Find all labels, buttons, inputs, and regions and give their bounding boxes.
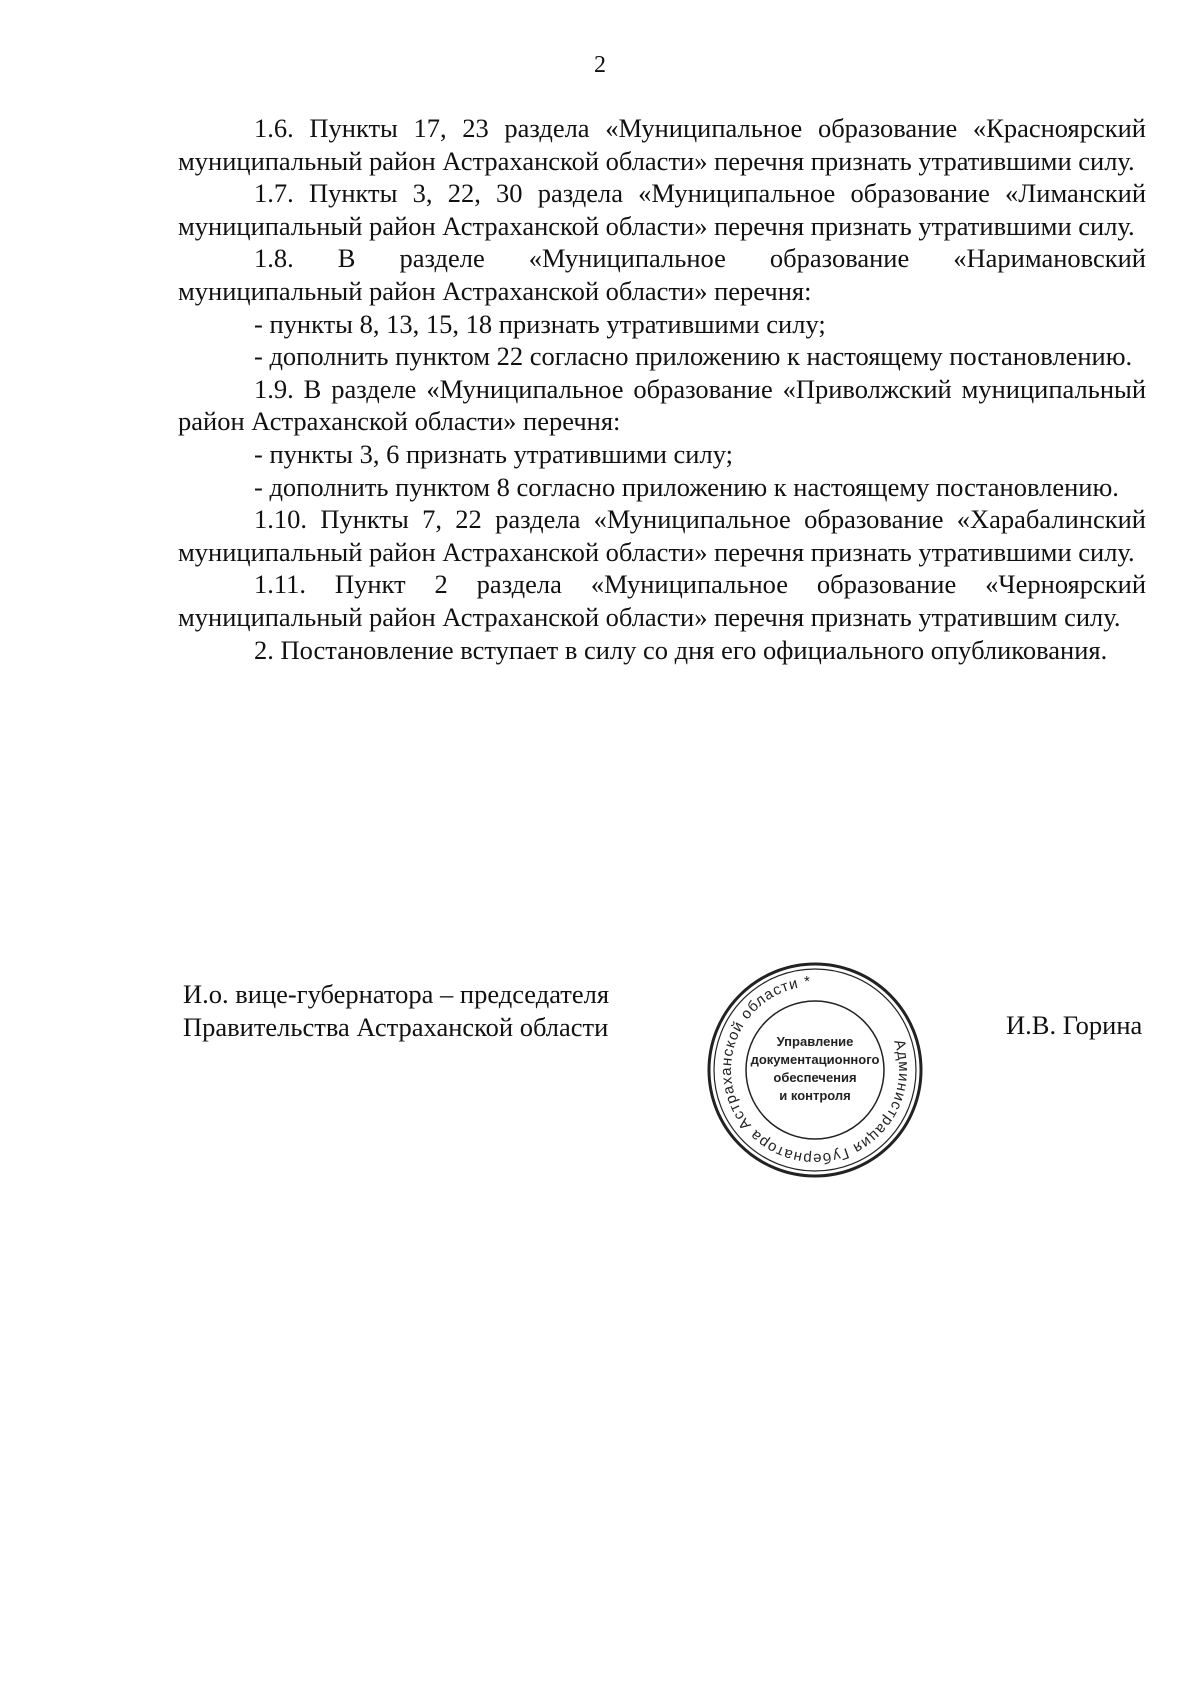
paragraph-1-10: 1.10. Пункты 7, 22 раздела «Муниципальное образование «Харабалинский муниципальный район Астраханской области» перечня признать утратившими силу.: [178, 504, 1146, 567]
paragraph-1-11: 1.11. Пункт 2 раздела «Муниципальное образование «Черноярский муниципальный район Астраханской области» перечня признать утратившим силу.: [178, 569, 1146, 632]
official-seal: [705, 960, 925, 1180]
paragraph-1-7: 1.7. Пункты 3, 22, 30 раздела «Муниципальное образование «Лиманский муниципальный район Астраханской области» перечня признать утратившими силу.: [178, 178, 1146, 241]
document-body: [178, 112, 1146, 666]
paragraph-1-8-item-1: - пункты 8, 13, 15, 18 признать утратившими силу;: [254, 308, 826, 339]
paragraph-1-6: 1.6. Пункты 17, 23 раздела «Муниципальное образование «Красноярский муниципальный район Астраханской области» перечня признать утратившими силу.: [178, 113, 1146, 176]
seal-center-line-1: Управление: [776, 1034, 854, 1049]
paragraph-1-9: 1.9. В разделе «Муниципальное образование «Приволжский муниципальный район Астраханской области» перечня:: [178, 373, 1146, 437]
signer-name: И.В. Горина: [1006, 1010, 1143, 1040]
seal-graphic: [705, 960, 925, 1180]
paragraph-1-8: 1.8. В разделе «Муниципальное образование «Наримановский муниципальный район Астраханской области» перечня:: [178, 243, 1146, 306]
paragraph-1-9-item-1: - пункты 3, 6 признать утратившими силу;: [254, 438, 733, 469]
signature-position-line-2: Правительства Астраханской области: [183, 1012, 609, 1042]
page-number: 2: [594, 52, 606, 78]
paragraph-1-9-item-2: - дополнить пунктом 8 согласно приложению к настоящему постановлению.: [254, 471, 1119, 502]
seal-ring-text: Администрация Губернатора Астраханской области *: [717, 973, 913, 1168]
paragraph-1-8-item-2: - дополнить пунктом 22 согласно приложению к настоящему постановлению.: [254, 341, 1133, 372]
seal-center-line-4: и контроля: [779, 1088, 851, 1103]
signature-position: [183, 978, 609, 1044]
seal-center-line-2: документационного: [750, 1052, 880, 1067]
seal-center-line-3: обеспечения: [773, 1070, 857, 1085]
paragraph-2: 2. Постановление вступает в силу со дня его официального опубликования.: [254, 634, 1108, 665]
signature-position-line-1: И.о. вице-губернатора – председателя: [183, 979, 610, 1009]
